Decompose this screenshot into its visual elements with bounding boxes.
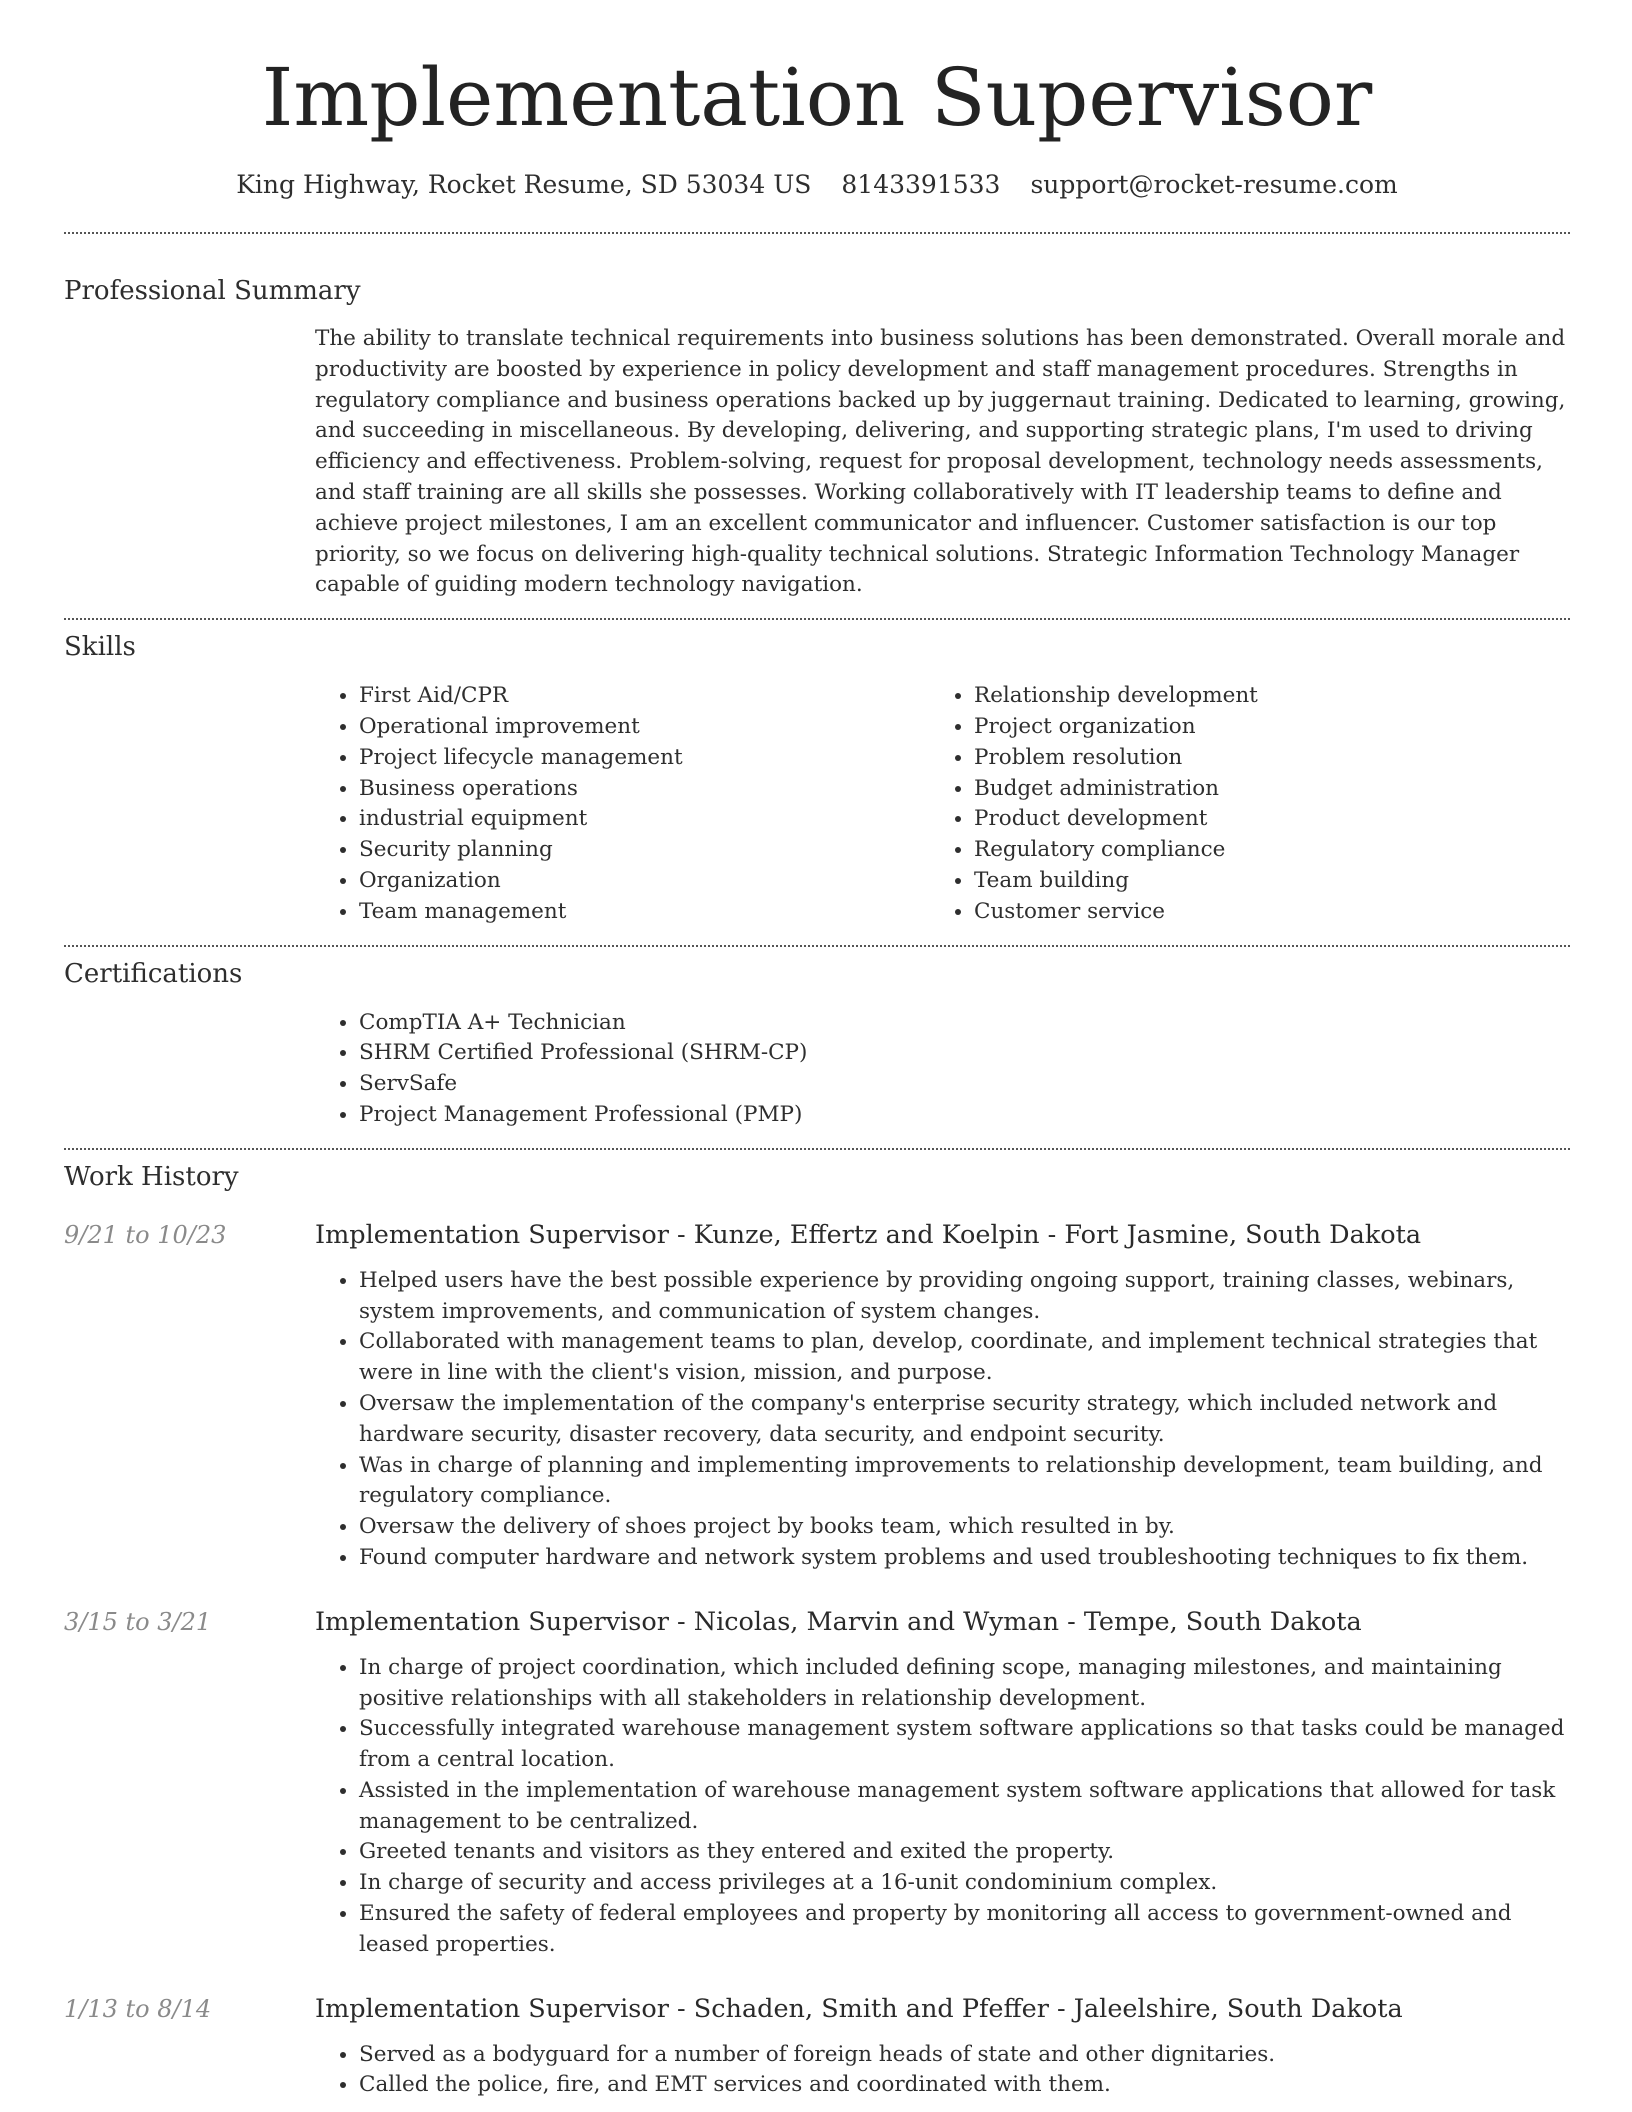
job-date: 3/15 to 3/21 xyxy=(64,1607,212,1636)
job-header xyxy=(64,1220,1570,1250)
job-date: 1/13 to 8/14 xyxy=(64,1994,212,2023)
job-entry xyxy=(64,1220,1570,1574)
list-item: • Product development xyxy=(974,804,1545,835)
list-item: • Operational improvement xyxy=(359,712,930,743)
job-bullets xyxy=(315,2040,1570,2102)
job-heading: Implementation Supervisor - Kunze, Effertz and Koelpin - Fort Jasmine, South Dakota xyxy=(315,1219,1422,1250)
job-header xyxy=(64,1607,1570,1637)
list-item: • Organization xyxy=(359,866,930,897)
contact-line xyxy=(64,170,1570,199)
list-item: • Problem resolution xyxy=(974,743,1545,774)
job-bullet-list xyxy=(315,1266,1570,1574)
list-item: • Project organization xyxy=(974,712,1545,743)
list-item: • Team management xyxy=(359,897,930,928)
certifications-divider xyxy=(64,1148,1570,1150)
list-item: • Oversaw the implementation of the company's enterprise security strategy, which included network and hardware security, disaster recovery, data security, and endpoint security. xyxy=(359,1389,1570,1451)
list-item: • Ensured the safety of federal employees and property by monitoring all access to government-owned and leased properties. xyxy=(359,1899,1570,1961)
list-item: • Served as a bodyguard for a number of foreign heads of state and other dignitaries. xyxy=(359,2040,1570,2071)
list-item: • Customer service xyxy=(974,897,1545,928)
list-item: • Budget administration xyxy=(974,774,1545,805)
contact-address: King Highway, Rocket Resume, SD 53034 US xyxy=(236,170,812,199)
work-section-title: Work History xyxy=(64,1161,239,1192)
job-date: 9/21 to 10/23 xyxy=(64,1220,227,1249)
contact-email: support@rocket-resume.com xyxy=(1030,170,1398,199)
job-entry xyxy=(64,1994,1570,2102)
list-item: • Called the police, fire, and EMT services and coordinated with them. xyxy=(359,2070,1570,2101)
summary-text: The ability to translate technical requirements into business solutions has been demonstrated. Overall morale and productivity are boosted by experience in policy development and staff management procedures. Strengths in regulatory compliance and business operations backed up by juggernaut training. Dedicated to learning, growing, and succeeding in miscellaneous. By developing, delivering, and supporting strategic plans, I'm used to driving efficiency and effectiveness. Problem-solving, request for proposal development, technology needs assessments, and staff training are all skills she possesses. Working collaboratively with IT leadership teams to define and achieve project milestones, I am an excellent communicator and influencer. Customer satisfaction is our top priority, so we focus on delivering high-quality technical solutions. Strategic Information Technology Manager capable of guiding modern technology navigation. xyxy=(315,326,1566,598)
job-header xyxy=(64,1994,1570,2024)
contact-phone: 8143391533 xyxy=(841,170,1001,199)
list-item: • Team building xyxy=(974,866,1545,897)
job-bullets xyxy=(315,1266,1570,1574)
certifications-section xyxy=(315,1008,1570,1131)
list-item: • In charge of project coordination, which included defining scope, managing milestones, and maintaining positive relationships with all stakeholders in relationship development. xyxy=(359,1653,1570,1715)
list-item: • Oversaw the delivery of shoes project by books team, which resulted in by. xyxy=(359,1512,1570,1543)
list-item: • First Aid/CPR xyxy=(359,681,930,712)
list-item: • Regulatory compliance xyxy=(974,835,1545,866)
list-item: • Helped users have the best possible experience by providing ongoing support, training classes, webinars, system improvements, and communication of system changes. xyxy=(359,1266,1570,1328)
summary-divider xyxy=(64,618,1570,620)
list-item: • ServSafe xyxy=(359,1069,1570,1100)
list-item: • Assisted in the implementation of warehouse management system software applications that allowed for task management to be centralized. xyxy=(359,1776,1570,1838)
skills-list-left xyxy=(315,681,930,927)
list-item: • Project Management Professional (PMP) xyxy=(359,1100,1570,1131)
list-item: • Successfully integrated warehouse management system software applications so that tasks could be managed from a central location. xyxy=(359,1714,1570,1776)
candidate-name: Implementation Supervisor xyxy=(261,51,1373,144)
list-item: • CompTIA A+ Technician xyxy=(359,1008,1570,1039)
list-item: • SHRM Certified Professional (SHRM-CP) xyxy=(359,1038,1570,1069)
resume-page xyxy=(64,0,1570,2101)
job-heading: Implementation Supervisor - Schaden, Smith and Pfeffer - Jaleelshire, South Dakota xyxy=(315,1993,1403,2024)
summary-section-title: Professional Summary xyxy=(64,276,361,306)
job-entry xyxy=(64,1607,1570,1961)
list-item: • In charge of security and access privileges at a 16-unit condominium complex. xyxy=(359,1868,1570,1899)
skills-section-title: Skills xyxy=(64,632,136,663)
certifications-section-title: Certifications xyxy=(64,958,243,989)
header-divider xyxy=(64,232,1570,234)
list-item: • Greeted tenants and visitors as they entered and exited the property. xyxy=(359,1837,1570,1868)
job-bullet-list xyxy=(315,2040,1570,2102)
list-item: • industrial equipment xyxy=(359,804,930,835)
list-item: • Relationship development xyxy=(974,681,1545,712)
skills-section xyxy=(315,681,1570,927)
list-item: • Business operations xyxy=(359,774,930,805)
skills-divider xyxy=(64,945,1570,947)
skills-column-left xyxy=(315,681,930,927)
list-item: • Collaborated with management teams to plan, develop, coordinate, and implement technical strategies that were in line with the client's vision, mission, and purpose. xyxy=(359,1327,1570,1389)
skills-list-right xyxy=(930,681,1545,927)
job-heading: Implementation Supervisor - Nicolas, Marvin and Wyman - Tempe, South Dakota xyxy=(315,1606,1362,1637)
certifications-list xyxy=(315,1008,1570,1131)
job-bullets xyxy=(315,1653,1570,1961)
list-item: • Was in charge of planning and implementing improvements to relationship development, team building, and regulatory compliance. xyxy=(359,1451,1570,1513)
list-item: • Security planning xyxy=(359,835,930,866)
list-item: • Project lifecycle management xyxy=(359,743,930,774)
list-item: • Found computer hardware and network system problems and used troubleshooting techniques to fix them. xyxy=(359,1543,1570,1574)
job-bullet-list xyxy=(315,1653,1570,1961)
skills-column-right xyxy=(930,681,1545,927)
summary-section xyxy=(315,324,1570,601)
